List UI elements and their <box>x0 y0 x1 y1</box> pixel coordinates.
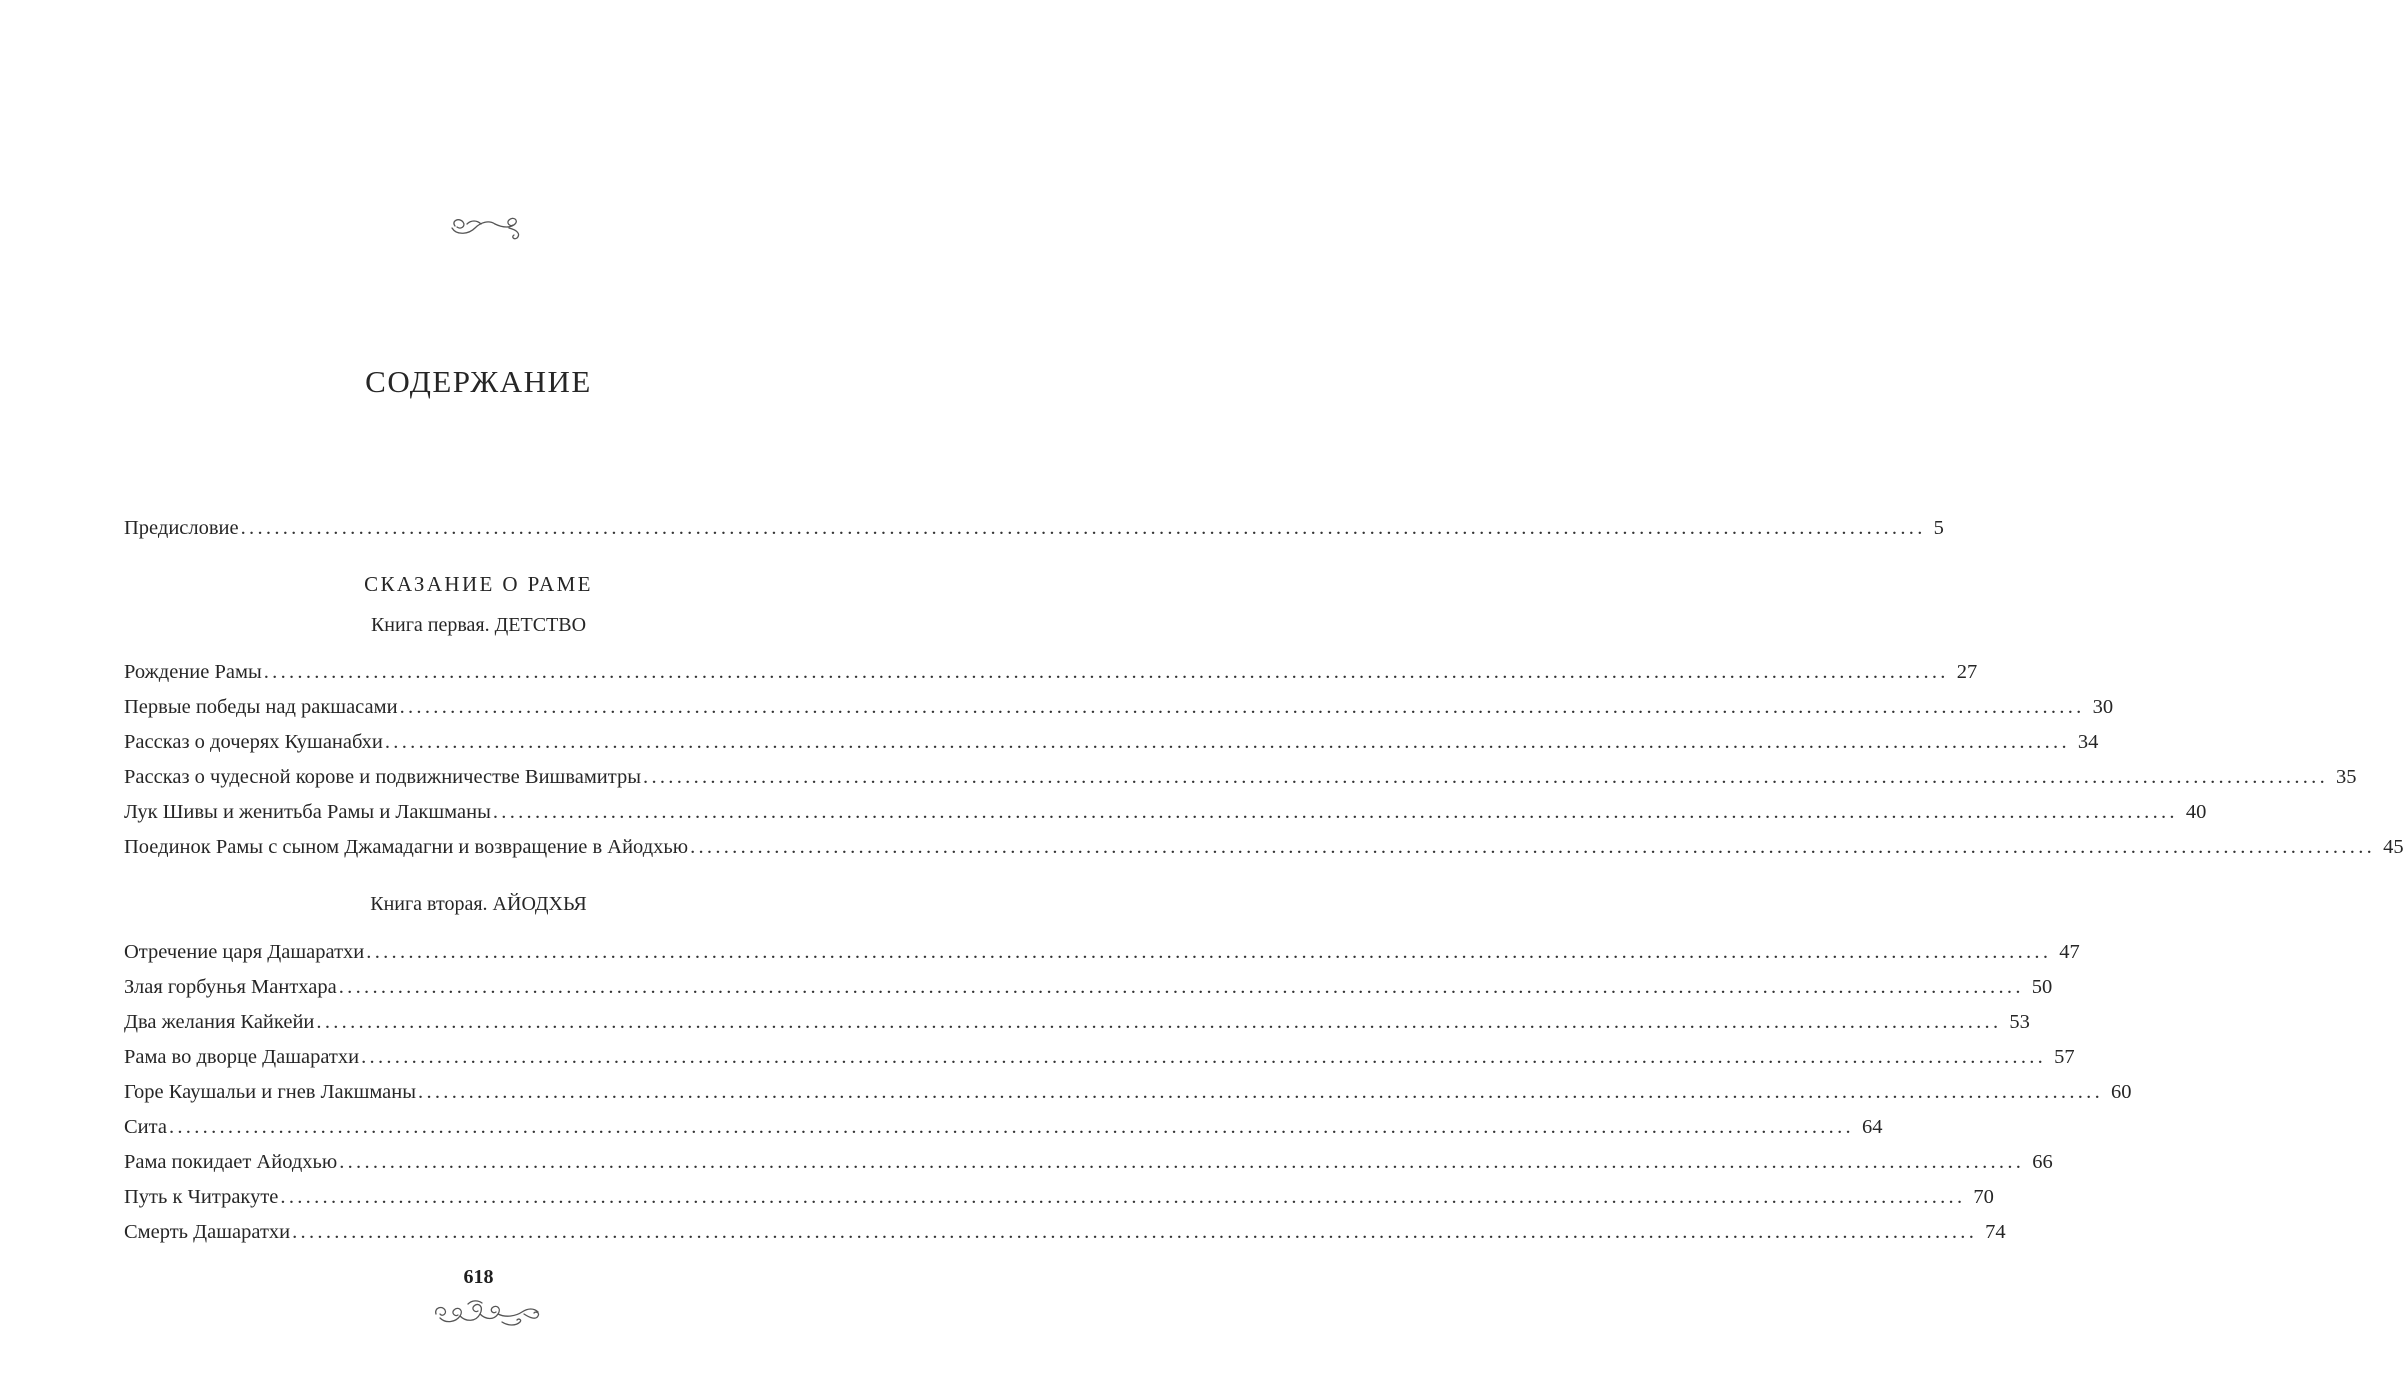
toc-entry-label: Горе Каушальи и гнев Лакшманы <box>124 1081 417 1103</box>
dot-leader: ........................................................................................................................................................................................................ <box>316 1011 2002 1033</box>
toc-entry-label: Рождение Рамы <box>124 661 262 683</box>
dot-leader: ........................................................................................................................................................................................................ <box>418 1081 2104 1103</box>
toc-entry-page: 34 <box>2077 731 2099 753</box>
dot-leader: ........................................................................................................................................................................................................ <box>263 661 1949 683</box>
toc-entry-label: Два желания Кайкейи <box>124 1011 315 1033</box>
toc-entry <box>124 695 2114 719</box>
toc-entry-label: Рассказ о чудесной корове и подвижничестве Вишвамитры <box>124 766 642 788</box>
dot-leader: ........................................................................................................................................................................................................ <box>338 976 2024 998</box>
toc-entry-label: Сита <box>124 1116 167 1138</box>
book-title-1: Книга первая. ДЕТСТВО <box>370 614 587 636</box>
section-title: СКАЗАНИЕ О РАМЕ <box>364 572 593 596</box>
toc-entry-page: 53 <box>2009 1011 2030 1033</box>
toc-entry-preface <box>124 516 1944 540</box>
page-title: СОДЕРЖАНИЕ <box>365 364 592 399</box>
toc-entry-page: 57 <box>2054 1046 2075 1068</box>
toc-entry-label: Предисловие <box>124 517 239 539</box>
toc-entry-page: 60 <box>2111 1081 2132 1103</box>
toc-entry-label: Отречение царя Дашаратхи <box>124 941 365 963</box>
toc-entry <box>124 1150 2053 1174</box>
dot-leader: ........................................................................................................................................................................................................ <box>690 836 2376 858</box>
toc-entry <box>124 1185 1994 1209</box>
toc-entry <box>124 730 2099 754</box>
flourish-ornament-icon <box>432 1296 544 1330</box>
toc-entry-label: Лук Шивы и женитьба Рамы и Лакшманы <box>124 801 491 823</box>
page-number: 618 <box>463 1266 494 1288</box>
toc-entry <box>124 1010 2030 1034</box>
toc-entry-label: Рама покидает Айодхью <box>124 1151 338 1173</box>
toc-entry-page: 27 <box>1956 661 1978 683</box>
book-title-2: Книга вторая. АЙОДХЬЯ <box>370 893 587 915</box>
toc-entry-page: 5 <box>1933 517 1944 539</box>
toc-entry-page: 30 <box>2092 696 2114 718</box>
toc-entry <box>124 765 2357 789</box>
toc-entry <box>124 835 2404 859</box>
toc-entry <box>124 975 2053 999</box>
toc-entry-page: 45 <box>2383 836 2404 858</box>
toc-entry-label: Путь к Читракуте <box>124 1186 279 1208</box>
toc-entry <box>124 1045 2075 1069</box>
toc-entry-page: 40 <box>2185 801 2207 823</box>
toc-entry-page: 47 <box>2059 941 2080 963</box>
toc-entry-page: 35 <box>2336 766 2357 788</box>
dot-leader: ........................................................................................................................................................................................................ <box>280 1186 1966 1208</box>
toc-entry <box>124 800 2207 824</box>
toc-entry <box>124 940 2080 964</box>
toc-entry-page: 64 <box>1861 1116 1883 1138</box>
toc-entry-page: 74 <box>1985 1221 2006 1243</box>
toc-entry-label: Рассказ о дочерях Кушанабхи <box>124 731 383 753</box>
dot-leader: ........................................................................................................................................................................................................ <box>361 1046 2047 1068</box>
toc-entry-label: Рама во дворце Дашаратхи <box>124 1046 360 1068</box>
toc-entry-label: Первые победы над ракшасами <box>124 696 398 718</box>
toc-entry <box>124 1115 1883 1139</box>
toc-entry-page: 70 <box>1973 1186 1994 1208</box>
dot-leader: ........................................................................................................................................................................................................ <box>399 696 2085 718</box>
dot-leader: ........................................................................................................................................................................................................ <box>384 731 2070 753</box>
dot-leader: ........................................................................................................................................................................................................ <box>339 1151 2025 1173</box>
dot-leader: ........................................................................................................................................................................................................ <box>366 941 2052 963</box>
toc-entry-page: 50 <box>2031 976 2053 998</box>
toc-entry <box>124 1220 2006 1244</box>
toc-entry <box>124 660 1978 684</box>
toc-entry <box>124 1080 2132 1104</box>
toc-entry-label: Поединок Рамы с сыном Джамадагни и возвращение в Айодхью <box>124 836 689 858</box>
dot-leader: ........................................................................................................................................................................................................ <box>643 766 2329 788</box>
dot-leader: ........................................................................................................................................................................................................ <box>240 517 1926 539</box>
toc-entry-label: Смерть Дашаратхи <box>124 1221 291 1243</box>
dot-leader: ........................................................................................................................................................................................................ <box>292 1221 1978 1243</box>
dot-leader: ........................................................................................................................................................................................................ <box>168 1116 1854 1138</box>
toc-entry-page: 66 <box>2032 1151 2053 1173</box>
flourish-ornament-icon <box>449 212 525 242</box>
toc-entry-label: Злая горбунья Мантхара <box>124 976 337 998</box>
dot-leader: ........................................................................................................................................................................................................ <box>492 801 2178 823</box>
